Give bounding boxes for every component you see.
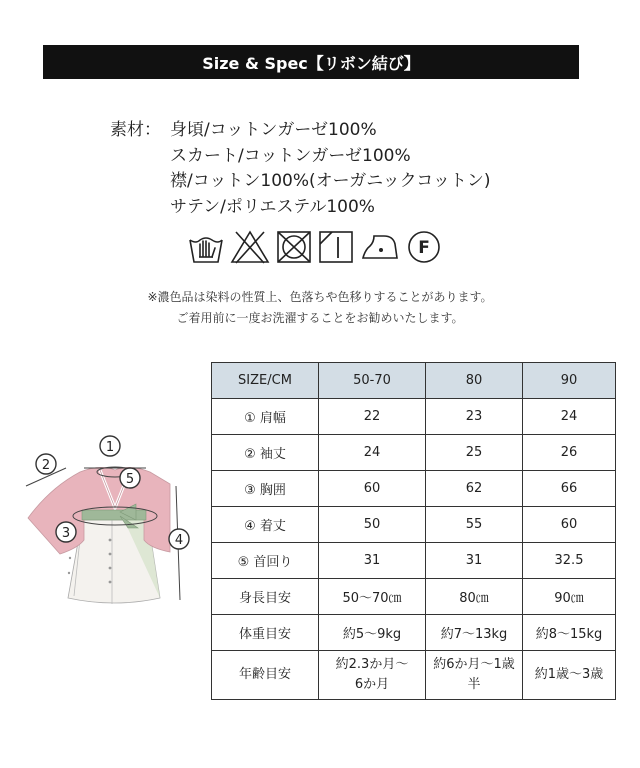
hand-wash-icon [188,230,224,264]
row-label: 年齢目安 [212,651,319,700]
table-row [212,435,616,471]
svg-text:3: 3 [61,526,71,541]
dry-clean-f-icon [406,230,442,264]
marker-4 [169,529,189,549]
note-line: ご着用前に一度お洗濯することをお勧めいたします。 [176,311,464,325]
row-label: ② 袖丈 [212,435,319,471]
table-row [212,543,616,579]
header-cell: 90 [523,363,616,399]
table-cell: 約7〜13kg [426,615,523,651]
no-bleach-icon [230,230,270,264]
row-label: 体重目安 [212,615,319,651]
row-label: ④ 着丈 [212,507,319,543]
table-cell: 23 [426,399,523,435]
table-cell: 約2.3か月〜 6か月 [319,651,426,700]
table-cell: 90㎝ [523,579,616,615]
table-cell: 31 [319,543,426,579]
table-cell: 32.5 [523,543,616,579]
header-cell: SIZE/CM [212,363,319,399]
table-row [212,615,616,651]
row-label: ① 肩幅 [212,399,319,435]
title-bar [43,45,579,79]
dry-clean-letter: F [418,238,430,258]
table-cell: 22 [319,399,426,435]
drip-dry-shade-icon [318,230,354,264]
table-cell: 約8〜15kg [523,615,616,651]
materials-block [110,118,491,220]
table-row [212,507,616,543]
table-cell: 約1歳〜3歳 [523,651,616,700]
table-cell: 66 [523,471,616,507]
table-cell: 25 [426,435,523,471]
table-cell: 62 [426,471,523,507]
material-line: 身頃/コットンガーゼ100% [170,120,377,140]
materials-label: 素材： [110,120,161,140]
row-label: ⑤ 首回り [212,543,319,579]
table-row [212,471,616,507]
table-cell: 50 [319,507,426,543]
table-cell: 60 [523,507,616,543]
marker-5 [120,468,140,488]
row-label: 身長目安 [212,579,319,615]
svg-text:2: 2 [41,458,51,473]
table-row [212,651,616,700]
material-line: サテン/ポリエステル100% [170,196,375,217]
size-table [211,362,616,700]
marker-2 [36,454,56,474]
sash [82,510,146,520]
table-cell: 60 [319,471,426,507]
low-iron-icon [360,230,400,264]
table-cell: 31 [426,543,523,579]
marker-1 [100,436,120,456]
no-tumble-dry-icon [276,230,312,264]
marker-3 [56,522,76,542]
table-row [212,579,616,615]
table-cell: 約6か月〜1歳 半 [426,651,523,700]
table-cell: 24 [319,435,426,471]
svg-text:1: 1 [105,440,115,455]
note-line: ※濃色品は染料の性質上、色落ちや色移りすることがあります。 [147,290,493,304]
table-cell: 50〜70㎝ [319,579,426,615]
svg-text:5: 5 [125,472,135,487]
table-row [212,399,616,435]
material-line: スカート/コットンガーゼ100% [170,145,411,166]
table-cell: 55 [426,507,523,543]
page-title: Size & Spec【リボン結び】 [202,53,420,73]
header-cell: 80 [426,363,523,399]
table-cell: 24 [523,399,616,435]
care-notes [0,287,640,329]
table-cell: 80㎝ [426,579,523,615]
care-icons [188,230,442,264]
header-cell: 50-70 [319,363,426,399]
garment-diagram [20,428,200,618]
material-line: 襟/コットン100%(オーガニックコットン) [170,171,491,191]
table-cell: 約5〜9kg [319,615,426,651]
table-cell: 26 [523,435,616,471]
svg-text:4: 4 [174,533,184,548]
row-label: ③ 胸囲 [212,471,319,507]
table-header-row [212,363,616,399]
